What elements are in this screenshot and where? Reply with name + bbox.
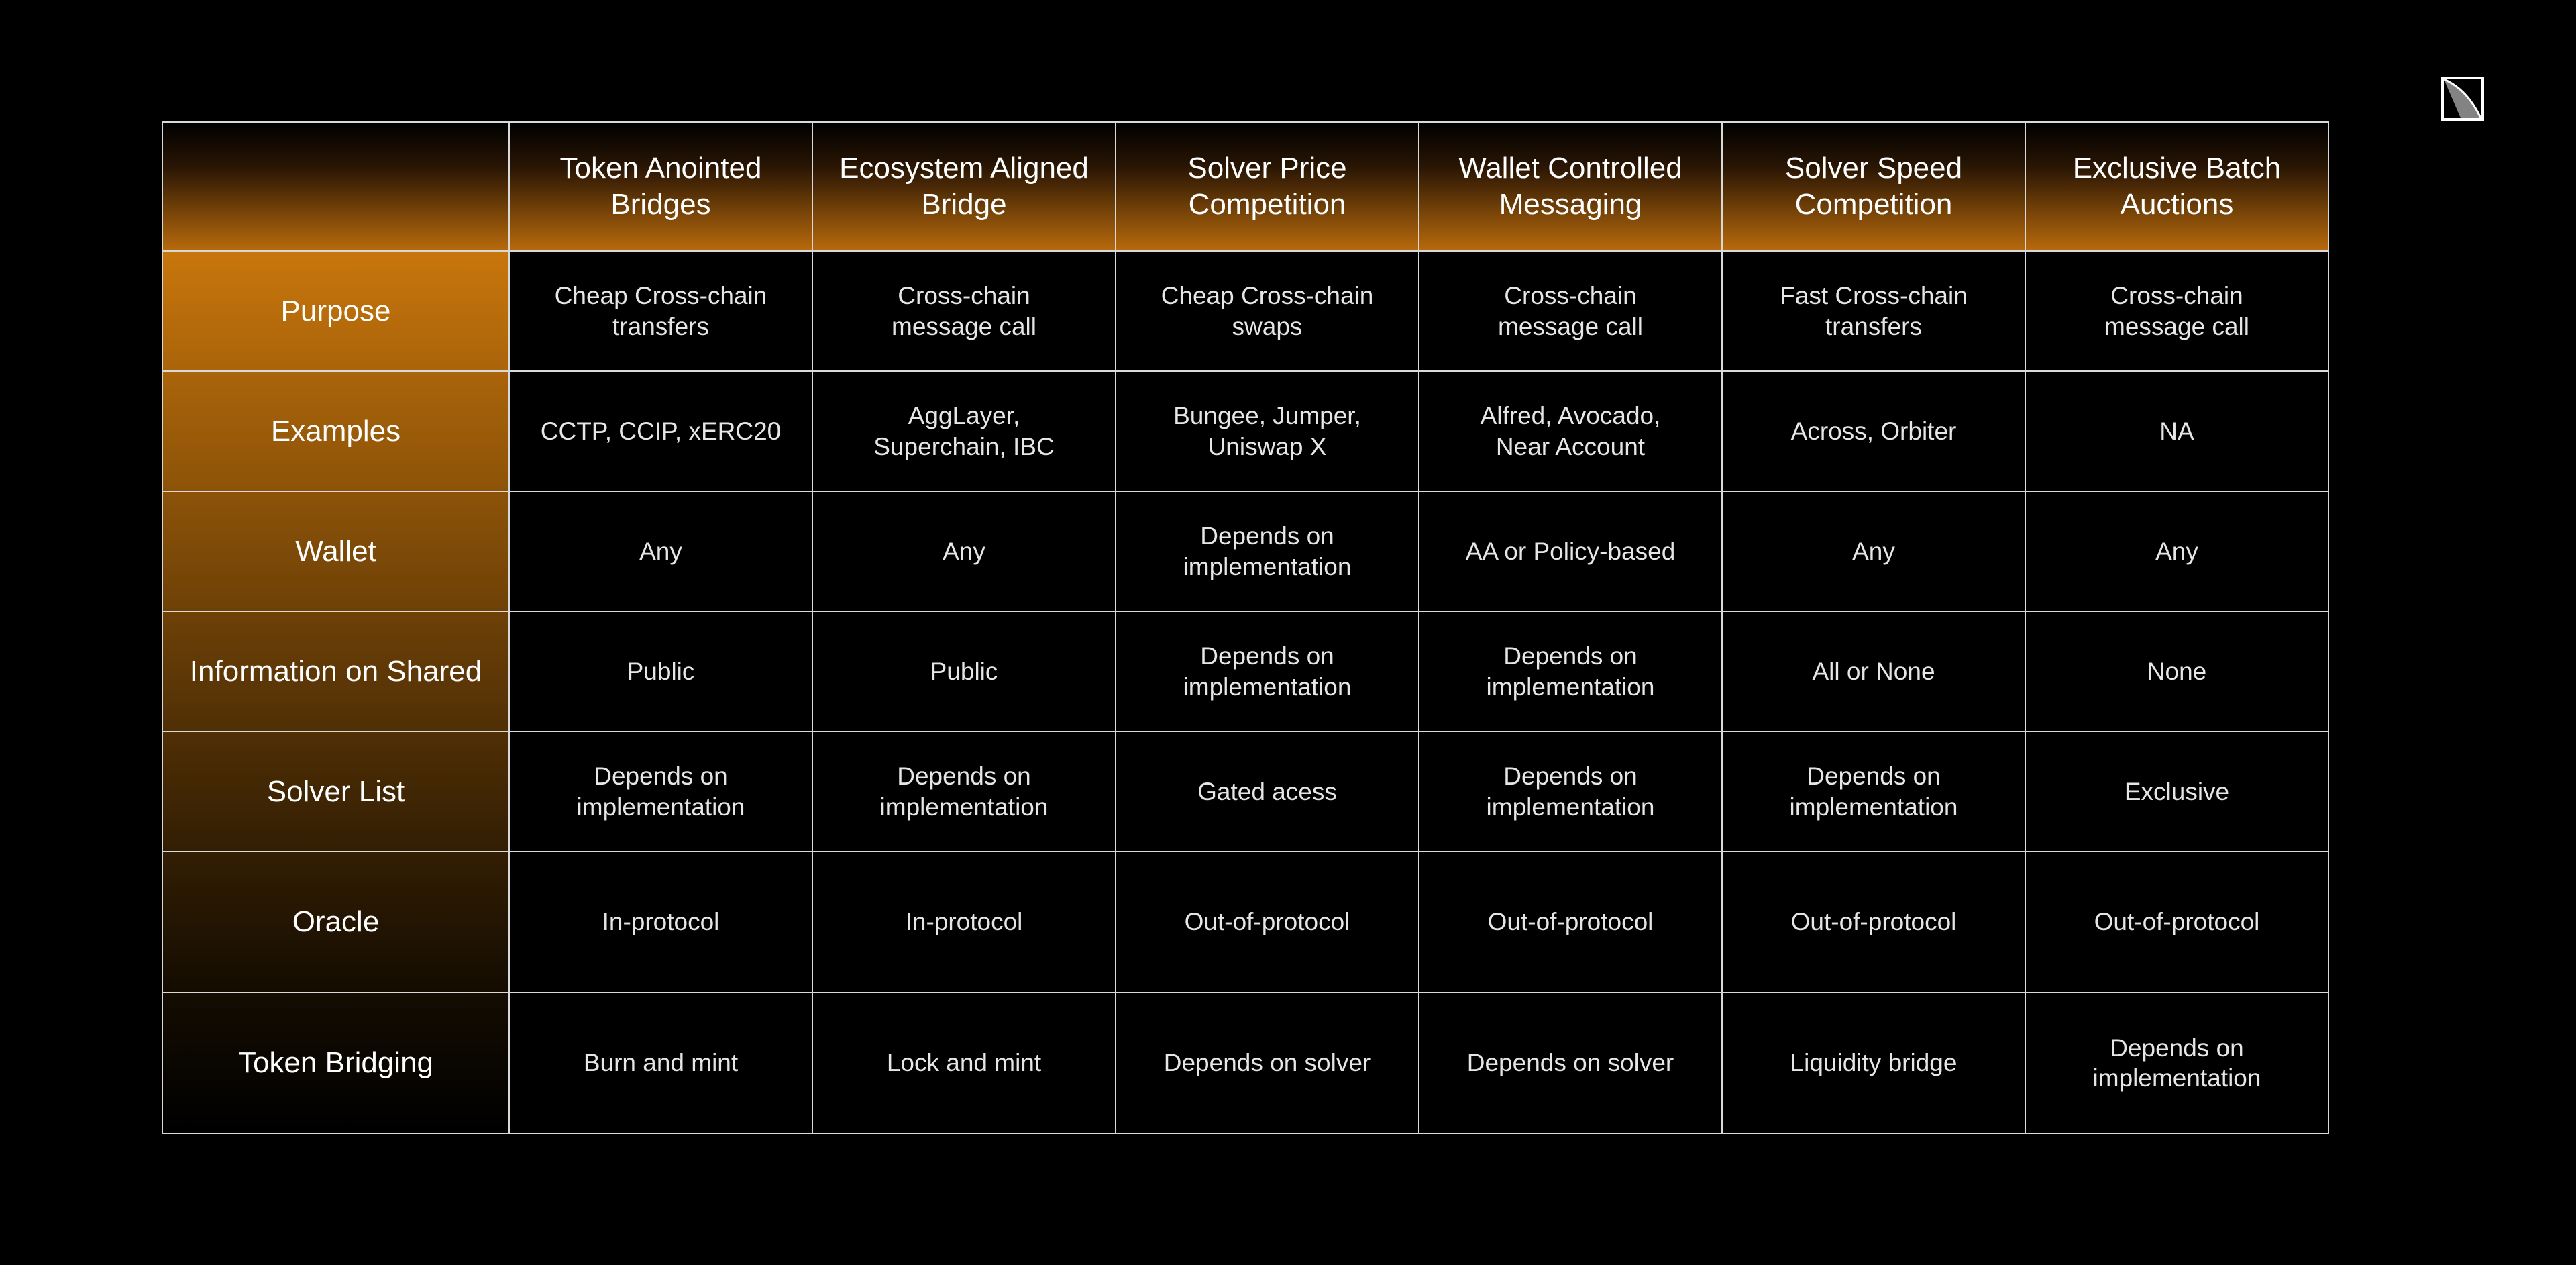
table-row-wallet [162,491,2328,611]
row-label: Wallet [162,491,509,611]
table-cell: Fast Cross-chain transfers [1722,251,2025,371]
table-cell: AggLayer, Superchain, IBC [812,371,1116,491]
row-label: Information on Shared [162,611,509,731]
header-cell-wallet-controlled-messaging: Wallet Controlled Messaging [1419,122,1722,251]
table-cell: Public [812,611,1116,731]
table-cell: Cross-chain message call [2025,251,2328,371]
table-cell: Cheap Cross-chain transfers [509,251,812,371]
table-cell: In-protocol [812,852,1116,993]
table-cell: Cheap Cross-chain swaps [1116,251,1419,371]
table-cell: NA [2025,371,2328,491]
table-cell: Depends on implementation [1419,611,1722,731]
table-cell: Any [509,491,812,611]
row-label: Purpose [162,251,509,371]
table-row-solver-list [162,731,2328,852]
header-cell-ecosystem-aligned-bridge: Ecosystem Aligned Bridge [812,122,1116,251]
table-cell: Depends on implementation [509,731,812,852]
row-label: Examples [162,371,509,491]
table-cell: Public [509,611,812,731]
table-cell: Lock and mint [812,993,1116,1133]
header-cell-corner [162,122,509,251]
table-cell: AA or Policy-based [1419,491,1722,611]
row-label: Oracle [162,852,509,993]
table-cell: Alfred, Avocado, Near Account [1419,371,1722,491]
table-cell: Liquidity bridge [1722,993,2025,1133]
table-cell: Depends on implementation [1116,611,1419,731]
row-label: Token Bridging [162,993,509,1133]
table-cell: In-protocol [509,852,812,993]
table-cell: All or None [1722,611,2025,731]
table-cell: Burn and mint [509,993,812,1133]
table-cell: Depends on solver [1116,993,1419,1133]
table-cell: Any [812,491,1116,611]
comparison-table [162,121,2329,1134]
table-cell: Out-of-protocol [1419,852,1722,993]
header-cell-solver-speed-competition: Solver Speed Competition [1722,122,2025,251]
table-row-information-on-shared [162,611,2328,731]
table-cell: Depends on implementation [1116,491,1419,611]
table-row-purpose [162,251,2328,371]
header-cell-exclusive-batch-auctions: Exclusive Batch Auctions [2025,122,2328,251]
table-cell: Gated acess [1116,731,1419,852]
table-cell: CCTP, CCIP, xERC20 [509,371,812,491]
table-cell: Depends on implementation [812,731,1116,852]
table-cell: Any [1722,491,2025,611]
table-cell: Depends on implementation [2025,993,2328,1133]
table-row-examples [162,371,2328,491]
page-fold-logo-icon [2440,76,2485,121]
header-cell-solver-price-competition: Solver Price Competition [1116,122,1419,251]
row-label: Solver List [162,731,509,852]
table-cell: Cross-chain message call [1419,251,1722,371]
table-cell: Across, Orbiter [1722,371,2025,491]
table-cell: Exclusive [2025,731,2328,852]
table-cell: Cross-chain message call [812,251,1116,371]
header-row [162,122,2328,251]
table-cell: Bungee, Jumper, Uniswap X [1116,371,1419,491]
table-cell: None [2025,611,2328,731]
table-cell: Depends on implementation [1722,731,2025,852]
table-cell: Depends on implementation [1419,731,1722,852]
table-cell: Any [2025,491,2328,611]
header-cell-token-anointed-bridges: Token Anointed Bridges [509,122,812,251]
table-cell: Out-of-protocol [1116,852,1419,993]
table-row-oracle [162,852,2328,993]
table-row-token-bridging [162,993,2328,1133]
table-cell: Out-of-protocol [2025,852,2328,993]
table-cell: Out-of-protocol [1722,852,2025,993]
table-cell: Depends on solver [1419,993,1722,1133]
